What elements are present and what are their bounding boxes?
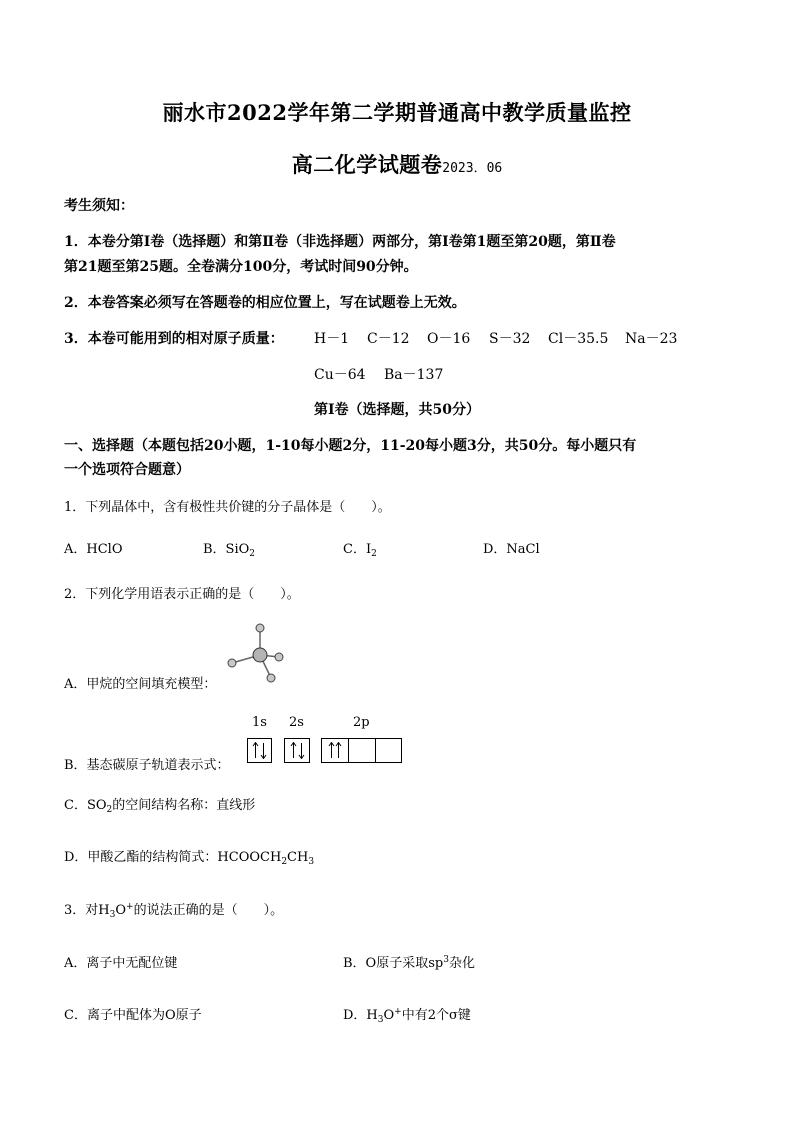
mass-ba: Ba－137 [384,367,444,383]
methane-ball-stick-model [224,620,286,686]
spin-up-arrow [335,742,342,759]
notice-heading: 考生须知： [64,198,134,214]
notice-item-3: 3．本卷可能用到的相对原子质量： [64,331,284,347]
mass-o: O－16 [427,331,471,347]
notice-item-2: 2．本卷答案必须写在答题卷的相应位置上，写在试题卷上无效。 [64,295,466,311]
mass-h: H－1 [314,331,350,347]
exam-subtitle: 高二化学试题卷 [291,152,443,177]
orbital-box-1s [247,738,272,763]
spin-up-arrow [290,742,297,759]
orbital-box-2s [284,738,310,763]
q3-option-b: B．O原子采取$sp^3$杂化 [343,955,475,971]
orbital-2p-cell-1 [322,739,349,762]
subtitle-row [0,149,794,179]
notice-item-1-line-1: 1．本卷分第Ⅰ卷（选择题）和第Ⅱ卷（非选择题）两部分，第Ⅰ卷第1题至第20题，第Ⅱ卷 [64,234,616,250]
spin-down-arrow [298,742,305,759]
spin-down-arrow [260,742,267,759]
q2-option-d: D．甲酸乙酯的结构简式：$HCOOCH_2CH_3$ [64,850,315,867]
mass-c: C－12 [367,331,410,347]
section-instructions-line-2: 一个选项符合题意） [64,462,190,478]
mass-cu: Cu－64 [314,367,366,383]
q1-stem: 1．下列晶体中，含有极性共价键的分子晶体是（ ）。 [64,500,391,515]
q2-option-a: A．甲烷的空间填充模型： [64,677,217,692]
exam-date: 2023．06 [442,161,503,176]
q2-stem: 2．下列化学用语表示正确的是（ ）。 [64,587,300,602]
spin-up-arrow [252,742,259,759]
exam-title: 丽水市2022学年第二学期普通高中教学质量监控 [162,100,632,125]
mass-na: Na－23 [625,331,678,347]
orbital-2p-cell-2 [349,739,376,762]
spin-up-arrow [328,742,335,759]
orbital-label-1s: 1s [252,715,267,730]
q1-option-c: C．$I_2$ [343,542,377,559]
q3-option-c: C．离子中配体为O原子 [64,1008,202,1023]
q1-option-b: B．SiO$_2$ [203,542,256,559]
mass-cl: Cl－35.5 [548,331,609,347]
q1-option-d: D．NaCl [483,542,540,557]
q1-option-a: A．HClO [64,542,123,557]
orbital-label-2p: 2p [353,715,370,730]
section-instructions-line-1: 一、选择题（本题包括20小题，1-10每小题2分，11-20每小题3分，共50分。每小题只有 [64,438,637,454]
q2-option-c: C．$SO_2$的空间结构名称：直线形 [64,798,256,815]
q3-stem: 3．对$H_3O^+$的说法正确的是（ ）。 [64,902,284,920]
q2-option-b: B．基态碳原子轨道表示式： [64,758,230,773]
q3-option-a: A．离子中无配位键 [64,956,178,971]
orbital-box-2p [321,738,402,763]
part1-heading: 第Ⅰ卷（选择题，共50分） [313,402,481,418]
mass-s: S－32 [489,331,531,347]
q3-option-d: D．$H_3O^+$中有2个σ键 [343,1007,471,1025]
orbital-label-2s: 2s [289,715,304,730]
notice-item-1-line-2: 第21题至第25题。全卷满分100分，考试时间90分钟。 [64,259,418,275]
